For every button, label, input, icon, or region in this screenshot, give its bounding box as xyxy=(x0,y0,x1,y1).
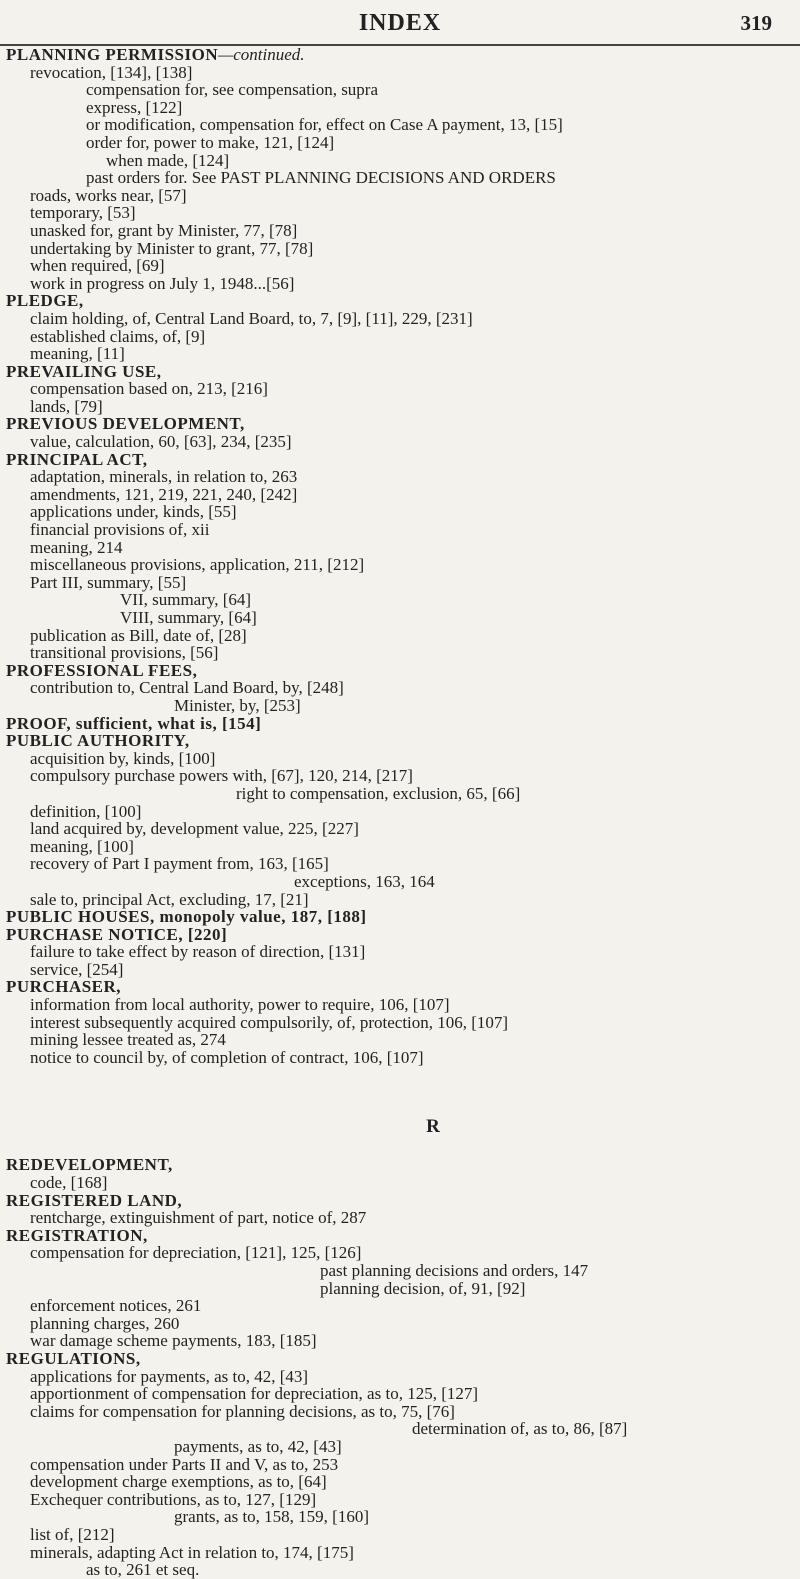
heading-word: PREVAILING USE, xyxy=(6,361,162,381)
index-subentry: revocation, [134], [138] xyxy=(30,62,193,82)
index-subentry: meaning, [11] xyxy=(30,344,125,364)
index-subentry: land acquired by, development value, 225, [227] xyxy=(30,819,359,839)
index-subentry: exceptions, 163, 164 xyxy=(294,871,435,891)
index-subentry: miscellaneous provisions, application, 211, [212] xyxy=(30,555,365,575)
index-subentry: mining lessee treated as, 274 xyxy=(30,1030,226,1050)
index-subentry: failure to take effect by reason of direction, [131] xyxy=(30,942,366,962)
index-subentry: enforcement notices, 261 xyxy=(30,1296,202,1316)
index-subentry: determination of, as to, 86, [87] xyxy=(412,1419,628,1439)
index-subentry: publication as Bill, date of, [28] xyxy=(30,625,247,645)
index-subentry: roads, works near, [57] xyxy=(30,185,187,205)
index-subentry: adaptation, minerals, in relation to, 263 xyxy=(30,467,298,487)
heading-word: PRINCIPAL ACT, xyxy=(6,449,148,469)
index-subentry: claims for compensation for planning decisions, as to, 75, [76] xyxy=(30,1401,455,1421)
heading-continued: —continued. xyxy=(218,45,305,64)
heading-word: REGULATIONS, xyxy=(6,1348,141,1368)
index-heading xyxy=(0,1192,800,1210)
index-subentry: claim holding, of, Central Land Board, to, 7, [9], [11], 229, [231] xyxy=(30,308,473,328)
index-subentry: compensation based on, 213, [216] xyxy=(30,379,268,399)
index-subentry: apportionment of compensation for depreciation, as to, 125, [127] xyxy=(30,1384,479,1404)
index-heading xyxy=(0,292,800,310)
index-subentry: Exchequer contributions, as to, 127, [129] xyxy=(30,1489,317,1509)
index-heading xyxy=(0,46,800,64)
heading-word: PROFESSIONAL FEES, xyxy=(6,660,198,680)
index-subentry: temporary, [53] xyxy=(30,203,136,223)
index-subentry: definition, [100] xyxy=(30,801,142,821)
index-subentry: contribution to, Central Land Board, by, [248] xyxy=(30,678,344,698)
index-heading xyxy=(0,363,800,381)
index-subentry: meaning, [100] xyxy=(30,836,134,856)
index-subentry: war damage scheme payments, 183, [185] xyxy=(30,1331,317,1351)
index-heading xyxy=(0,978,800,996)
index-subentry: compensation under Parts II and V, as to, 253 xyxy=(30,1454,339,1474)
index-subentry: financial provisions of, xii xyxy=(30,520,210,540)
index-heading xyxy=(0,732,800,750)
index-heading xyxy=(0,662,800,680)
index-subentry: transitional provisions, [56] xyxy=(30,643,219,663)
page-title: INDEX xyxy=(358,10,442,36)
index-subentry: sale to, principal Act, excluding, 17, [21] xyxy=(30,889,309,909)
heading-word: PUBLIC HOUSES, monopoly value, 187, [188] xyxy=(6,907,367,927)
index-subentry: rentcharge, extinguishment of part, notice of, 287 xyxy=(30,1208,367,1228)
index-heading xyxy=(0,715,800,733)
index-heading xyxy=(0,908,800,926)
index-subentry: VII, summary, [64] xyxy=(120,590,252,610)
index-subentry: VIII, summary, [64] xyxy=(120,608,257,627)
page-number: 319 xyxy=(740,11,772,35)
index-subentry: planning charges, 260 xyxy=(30,1313,180,1333)
page-header xyxy=(0,0,800,40)
index-subentry: code, [168] xyxy=(30,1173,108,1193)
index-subentry: unasked for, grant by Minister, 77, [78] xyxy=(30,220,298,240)
index-subentry: information from local authority, power to require, 106, [107] xyxy=(30,995,450,1015)
index-subentry: established claims, of, [9] xyxy=(30,326,206,346)
index-column xyxy=(0,46,800,1579)
index-subentry: right to compensation, exclusion, 65, [66] xyxy=(236,783,521,803)
heading-word: REGISTRATION, xyxy=(6,1225,148,1245)
index-subentry: or modification, compensation for, effect on Case A payment, 13, [15] xyxy=(86,115,563,135)
index-heading xyxy=(0,1350,800,1368)
index-subentry: when required, [69] xyxy=(30,256,165,276)
index-subentry: notice to council by, of completion of contract, 106, [107] xyxy=(30,1047,424,1067)
heading-word: REGISTERED LAND, xyxy=(6,1190,183,1210)
index-subentry: acquisition by, kinds, [100] xyxy=(30,748,216,768)
heading-word: PUBLIC AUTHORITY, xyxy=(6,731,190,751)
index-subentry: Minister, by, [253] xyxy=(174,695,301,715)
heading-word: PLANNING PERMISSION xyxy=(6,45,219,64)
index-subentry: as to, 261 et seq. xyxy=(86,1560,200,1579)
index-subentry: planning decision, of, 91, [92] xyxy=(320,1278,526,1298)
index-subentry: past planning decisions and orders, 147 xyxy=(320,1261,589,1280)
index-subentry: grants, as to, 158, 159, [160] xyxy=(174,1507,370,1527)
index-subentry: development charge exemptions, as to, [64] xyxy=(30,1472,327,1492)
index-subentry: work in progress on July 1, 1948...[56] xyxy=(30,273,295,293)
heading-word: REDEVELOPMENT, xyxy=(6,1155,173,1175)
index-heading xyxy=(0,415,800,433)
index-subentry: minerals, adapting Act in relation to, 174, [175] xyxy=(30,1542,354,1562)
heading-word: PURCHASE NOTICE, [220] xyxy=(6,924,228,944)
index-heading xyxy=(0,1227,800,1245)
index-subentry: compensation for depreciation, [121], 125, [126] xyxy=(30,1243,362,1263)
index-subentry: past orders for. See PAST PLANNING DECISIONS AND ORDERS xyxy=(86,168,556,188)
heading-word: PREVIOUS DEVELOPMENT, xyxy=(6,414,245,434)
index-subentry: value, calculation, 60, [63], 234, [235] xyxy=(30,432,292,452)
index-subentry: applications under, kinds, [55] xyxy=(30,502,237,522)
index-heading xyxy=(0,451,800,469)
index-subentry: applications for payments, as to, 42, [43] xyxy=(30,1366,309,1386)
heading-word: PROOF, sufficient, what is, [154] xyxy=(6,713,262,733)
index-subentry: when made, [124] xyxy=(106,150,230,170)
section-letter: R xyxy=(426,1116,440,1138)
index-subentry: lands, [79] xyxy=(30,396,103,416)
index-subentry: express, [122] xyxy=(86,97,183,117)
index-heading xyxy=(0,926,800,944)
index-subentry: order for, power to make, 121, [124] xyxy=(86,132,335,152)
index-subentry: compensation for, see compensation, supra xyxy=(86,80,379,100)
heading-word: PURCHASER, xyxy=(6,977,122,997)
index-subentry: list of, [212] xyxy=(30,1524,115,1544)
index-subentry: compulsory purchase powers with, [67], 120, 214, [217] xyxy=(30,766,413,786)
index-subentry: service, [254] xyxy=(30,959,124,979)
index-subentry: interest subsequently acquired compulsorily, of, protection, 106, [107] xyxy=(30,1012,509,1032)
index-heading xyxy=(0,1156,800,1174)
heading-word: PLEDGE, xyxy=(6,291,84,311)
index-subentry: payments, as to, 42, [43] xyxy=(174,1436,342,1456)
index-subentry: meaning, 214 xyxy=(30,537,123,557)
index-subentry: undertaking by Minister to grant, 77, [78] xyxy=(30,238,314,258)
index-subentry: recovery of Part I payment from, 163, [165] xyxy=(30,854,329,874)
index-subentry: Part III, summary, [55] xyxy=(30,572,187,592)
index-subentry: amendments, 121, 219, 221, 240, [242] xyxy=(30,484,298,504)
